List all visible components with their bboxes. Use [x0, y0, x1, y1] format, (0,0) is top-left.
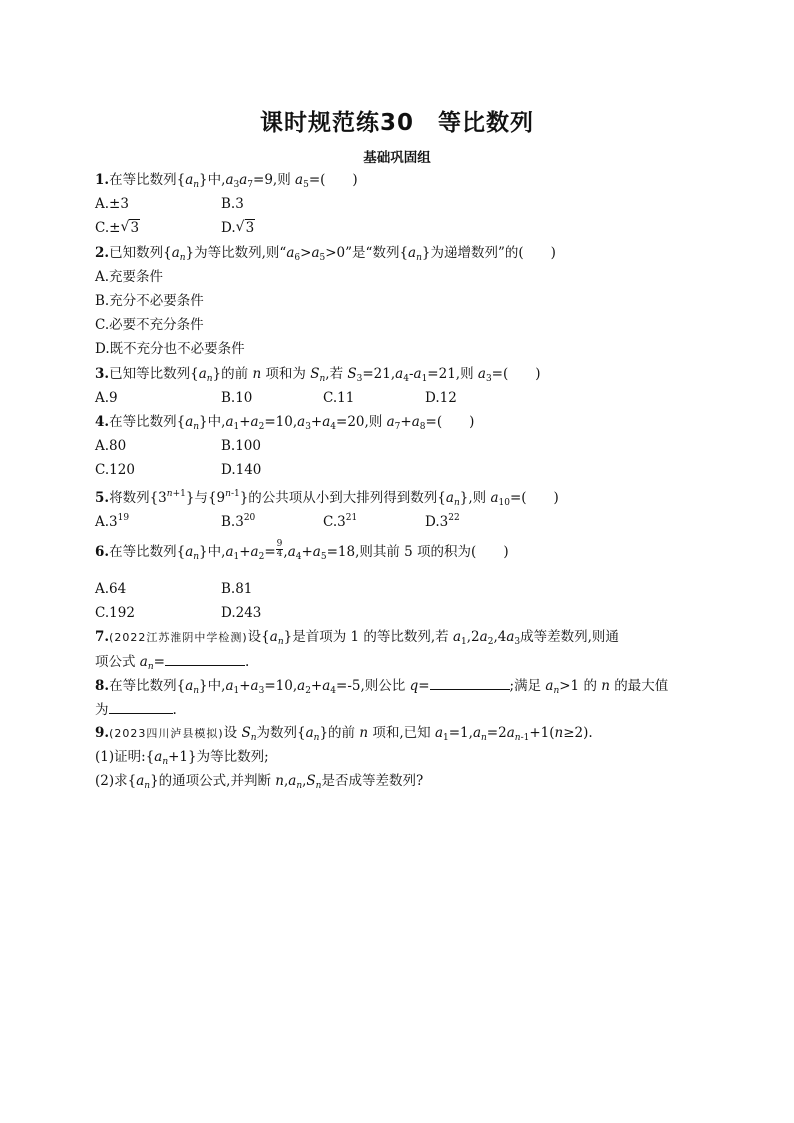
option-1a: A.±3 [95, 196, 129, 212]
option-4d: D.140 [221, 462, 262, 478]
question-source: (2022江苏淮阴中学检测) [109, 631, 248, 644]
question-number: 1. [95, 172, 110, 188]
option-6d: D.243 [221, 605, 262, 621]
option-label: D. [221, 220, 236, 236]
option-label: C.± [95, 220, 121, 236]
option-label: C.3 [323, 514, 346, 530]
option-label: B.3 [221, 514, 244, 530]
question-9-part-1: (1)证明$:\{a_n+1\}$为等比数列; [95, 749, 269, 767]
option-5c: $C.3^{21}$ [323, 513, 358, 530]
option-1b: B.3 [221, 196, 244, 212]
question-6: 6.在等比数列$\{a_n\}$中$,a_1+a_2=$ $\frac{9}{4}$ $,a_4+a_5=18$,则其前 5 项的积为( ) [95, 539, 509, 562]
question-9-part-2: (2)求$\{a_n\}$的通项公式,并判断 $n,a_n,S_n$是否成等差数列? [95, 773, 424, 791]
question-7-cont: 项公式 $a_n=$ . [95, 651, 249, 677]
question-number: 3. [95, 366, 110, 382]
option-3b: B.10 [221, 390, 253, 406]
option-2d: D.既不充分也不必要条件 [95, 341, 245, 357]
option-3d: D.12 [425, 390, 457, 406]
option-2a: A.充要条件 [95, 269, 164, 285]
answer-blank[interactable] [430, 675, 510, 690]
question-8-cont: 为 . [95, 699, 177, 720]
question-number: 7. [95, 629, 110, 645]
question-number: 2. [95, 245, 110, 261]
question-source: (2023四川泸县模拟) [109, 727, 224, 740]
option-6b: B.81 [221, 581, 253, 597]
question-9: 9.(2023四川泸县模拟)设 $S_n$为数列$\{a_n\}$的前 n 项和,已知 $a_1=1,a_n=2a_{n-1}+1(n\ge 2)$. [95, 725, 593, 743]
question-4: 4.在等比数列$\{a_n\}$中$,a_1+a_2=10,a_3+a_4=20$,则 $a_7+a_8=$( ) [95, 414, 475, 432]
question-number: 4. [95, 414, 110, 430]
option-4a: A.80 [95, 438, 127, 454]
option-2c: C.必要不充分条件 [95, 317, 204, 333]
answer-blank[interactable] [165, 651, 245, 666]
option-3c: C.11 [323, 390, 355, 406]
question-7: 7.(2022江苏淮阴中学检测)设$\{a_n\}$是首项为 1 的等比数列,若 $a_1,2a_2,4a_3$成等差数列,则通 [95, 629, 619, 647]
part-label: (1)证明: [95, 749, 146, 765]
option-2b: B.充分不必要条件 [95, 293, 204, 309]
option-6a: A.64 [95, 581, 127, 597]
option-label: D.3 [425, 514, 449, 530]
option-label: A.3 [95, 514, 118, 530]
option-4b: B.100 [221, 438, 261, 454]
section-subtitle: 基础巩固组 [363, 150, 431, 166]
option-5a: $A.3^{19}$ [95, 513, 130, 530]
question-number: 8. [95, 678, 110, 694]
option-4c: C.120 [95, 462, 135, 478]
question-8: 8.在等比数列$\{a_n\}$中$,a_1+a_3=10,a_2+a_4=-5$,则公比 q= ;满足 $a_n>1$ 的 n 的最大值 [95, 675, 668, 701]
question-number: 9. [95, 725, 110, 741]
option-6c: C.192 [95, 605, 135, 621]
question-number: 6. [95, 544, 110, 560]
option-5d: $D.3^{22}$ [425, 513, 460, 530]
option-1c: C.±√ 3 [95, 218, 140, 238]
page-title: 课时规范练30 等比数列 [259, 110, 534, 136]
question-1: 1.在等比数列$\{a_n\}$中$,a_3a_7=9$,则 $a_5=$( ) [95, 172, 358, 190]
question-number: 5. [95, 490, 110, 506]
question-2: 2.已知数列$\{a_n\}$为等比数列,则“$a_6>a_5>0$”是“数列$\{a_n\}$为递增数列”的( ) [95, 245, 556, 263]
option-5b: $B.3^{20}$ [221, 513, 256, 530]
question-3: 3.已知等比数列$\{a_n\}$的前 n 项和为 $S_n$,若 $S_3=21,a_4-a_1=21$,则 $a_3=$( ) [95, 366, 541, 384]
option-1d: D.√ 3 [221, 218, 255, 238]
question-5: 5.将数列$\{3^{n+1}\}$与{9$^{n-1}$}的公共项从小到大排列得到数列$\{a_n\}$,则 $a_{10}=$( ) [95, 489, 559, 508]
part-label: (2)求 [95, 773, 128, 789]
option-3a: A.9 [95, 390, 118, 406]
answer-blank[interactable] [109, 699, 173, 714]
